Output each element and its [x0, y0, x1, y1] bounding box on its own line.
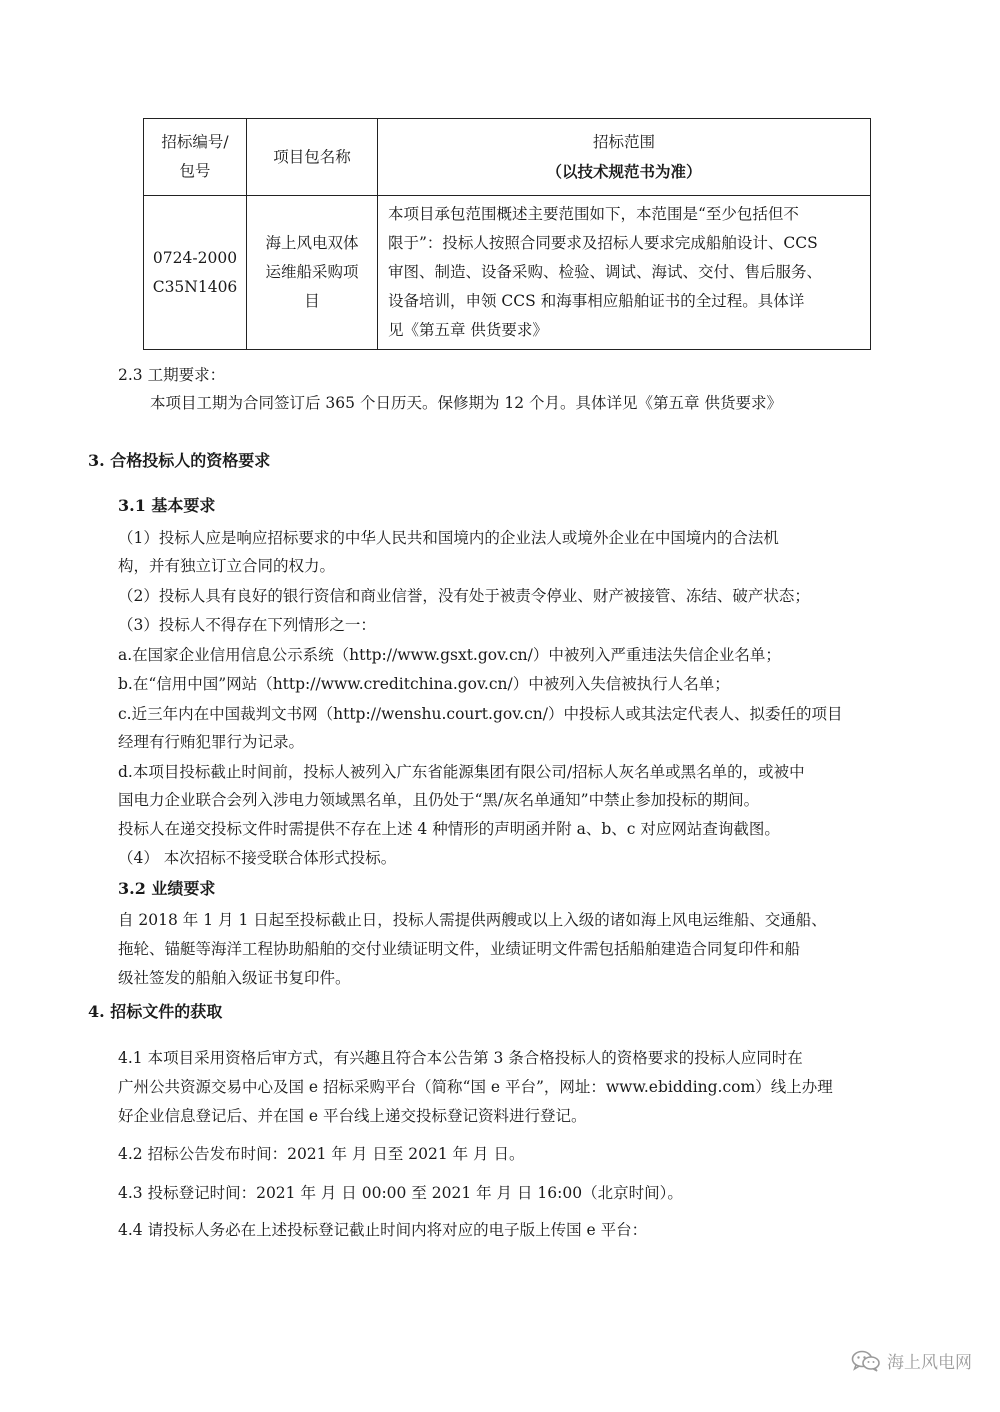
- header-bid-number-line2: 包号: [179, 162, 211, 180]
- table-header-row: [144, 119, 871, 196]
- req-4: （4） 本次招标不接受联合体形式投标。: [118, 849, 397, 867]
- header-scope-title: 招标范围: [592, 133, 655, 151]
- wechat-icon: [851, 1350, 881, 1372]
- req-3-d-line2: 国电力企业联合会列入涉电力领域黑名单，且仍处于“黑/灰名单通知”中禁止参加投标的期间。: [118, 791, 760, 809]
- section-4-4: 4.4 请投标人务必在上述投标登记截止时间内将对应的电子版上传国 e 平台：: [118, 1221, 648, 1239]
- header-bid-number-line1: 招标编号/: [161, 133, 229, 151]
- req-3-c-line2: 经理有行贿犯罪行为记录。: [118, 733, 305, 751]
- header-bid-number: [144, 119, 247, 196]
- section-4-1-line3: 好企业信息登记后、并在国 e 平台线上递交投标登记资料进行登记。: [118, 1107, 587, 1125]
- req-1-line2: 构，并有独立订立合同的权力。: [118, 557, 336, 575]
- scope-line: 限于”：投标人按照合同要求及招标人要求完成船舶设计、CCS: [388, 234, 818, 252]
- header-scope-note: （以技术规范书为准）: [546, 162, 702, 181]
- section-3-heading: 3. 合格投标人的资格要求: [88, 451, 271, 470]
- scope-line: 本项目承包范围概述主要范围如下，本范围是“至少包括但不: [388, 205, 799, 223]
- req-3-d-line1: d.本项目投标截止时间前，投标人被列入广东省能源集团有限公司/招标人灰名单或黑名单的，或被中: [118, 763, 805, 781]
- req-3-b: b.在“信用中国”网站（http://www.creditchina.gov.cn/）中被列入失信被执行人名单；: [118, 675, 730, 693]
- watermark: [851, 1348, 972, 1373]
- cell-bid-number: 0724-2000 C35N1406: [144, 196, 247, 350]
- cell-scope: [378, 196, 871, 350]
- section-3-2-heading: 3.2 业绩要求: [118, 879, 216, 898]
- section-4-3: 4.3 投标登记时间：2021 年 月 日 00:00 至 2021 年 月 日 16:00（北京时间）。: [118, 1184, 683, 1202]
- section-3-1-heading: 3.1 基本要求: [118, 496, 216, 515]
- section-4-heading: 4. 招标文件的获取: [88, 1002, 223, 1021]
- header-package-name: 项目包名称: [247, 119, 378, 196]
- table-row: [144, 196, 871, 350]
- section-4-1-line2: 广州公共资源交易中心及国 e 招标采购平台（简称“国 e 平台”，网址：www.ebidding.com）线上办理: [118, 1078, 833, 1096]
- req-3-declaration: 投标人在递交投标文件时需提供不存在上述 4 种情形的声明函并附 a、b、c 对应网站查询截图。: [118, 820, 780, 838]
- req-2: （2）投标人具有良好的银行资信和商业信誉，没有处于被责令停业、财产被接管、冻结、破产状态；: [118, 587, 810, 605]
- watermark-text: 海上风电网: [887, 1353, 972, 1373]
- cell-package-name: 海上风电双体 运维船采购项 目: [247, 196, 378, 350]
- section-2-3-title: 2.3 工期要求：: [118, 366, 226, 384]
- scope-line: 见《第五章 供货要求》: [388, 321, 548, 339]
- performance-line1: 自 2018 年 1 月 1 日起至投标截止日，投标人需提供两艘或以上入级的诸如海上风电运维船、交通船、: [118, 911, 827, 929]
- performance-line3: 级社签发的船舶入级证书复印件。: [118, 969, 351, 987]
- header-scope: [378, 119, 871, 196]
- scope-line: 设备培训，申领 CCS 和海事相应船舶证书的全过程。具体详: [388, 292, 805, 310]
- bid-scope-table: [143, 118, 871, 350]
- section-2-3-text: 本项目工期为合同签订后 365 个日历天。保修期为 12 个月。具体详见《第五章 供货要求》: [150, 394, 782, 412]
- req-1-line1: （1）投标人应是响应招标要求的中华人民共和国境内的企业法人或境外企业在中国境内的合法机: [118, 529, 779, 547]
- performance-line2: 拖轮、锚艇等海洋工程协助船舶的交付业绩证明文件，业绩证明文件需包括船舶建造合同复印件和船: [118, 940, 801, 958]
- req-3: （3）投标人不得存在下列情形之一：: [118, 616, 376, 634]
- section-4-2: 4.2 招标公告发布时间：2021 年 月 日至 2021 年 月 日。: [118, 1145, 525, 1163]
- scope-line: 审图、制造、设备采购、检验、调试、海试、交付、售后服务、: [388, 263, 823, 281]
- req-3-a: a.在国家企业信用信息公示系统（http://www.gsxt.gov.cn/）中被列入严重违法失信企业名单；: [118, 646, 781, 664]
- section-4-1-line1: 4.1 本项目采用资格后审方式，有兴趣且符合本公告第 3 条合格投标人的资格要求的投标人应同时在: [118, 1049, 803, 1067]
- req-3-c-line1: c.近三年内在中国裁判文书网（http://wenshu.court.gov.cn/）中投标人或其法定代表人、拟委任的项目: [118, 705, 843, 723]
